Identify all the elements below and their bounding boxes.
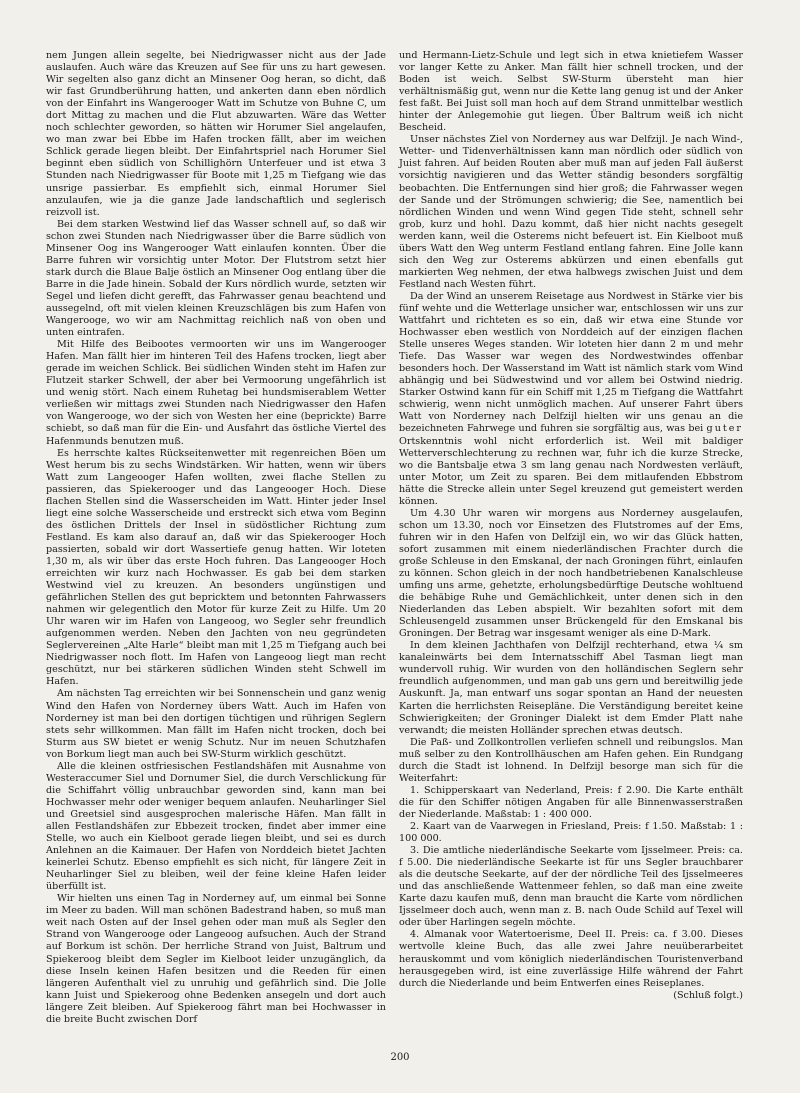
right-column — [399, 50, 743, 1002]
page-number: 200 — [390, 1052, 410, 1063]
list-item: 1. Schipperskaart van Nederland, Preis: f 2.90. Die Karte enthält die für den Schiffer nötigen Angaben für alle Binnenwasserstraßen der Niederlande. Maßstab: 1 : 400 000. — [399, 784, 743, 820]
paragraph: Um 4.30 Uhr waren wir morgens aus Norderney ausgelaufen, schon um 13.30, noch vor Einsetzen des Flutstromes auf der Ems, fuhren wir in den Hafen von Delfzijl ein, wo wir das Glück hatten, sofort zusammen mit einem niederländischen Frachter durch die große Schleuse in den Emskanal, der nach Groningen führt, einlaufen zu können. Schon gleich in der noch handbetriebenen Kanalschleuse umfing uns arme, gehetzte, erholungsbedürftige Deutsche wohltuend die behäbige Ruhe und Gemächlichkeit, unter denen sich in den Niederlanden das Leben abspielt. Wir bezahlten sofort mit dem Schleusengeld zusammen unser Brückengeld für den Emskanal bis Groningen. Der Betrag war insgesamt weniger als eine D-Mark. — [399, 507, 743, 640]
paragraph: Alle die kleinen ostfriesischen Festlandshäfen mit Ausnahme von Westeraccumer Siel und Dornumer Siel, die durch Verschlickung für die Schiffahrt völlig unbrauchbar geworden sind, kann man bei Hochwasser mehr oder weniger bequem anlaufen. Neuharlinger Siel und Greetsiel sind ausgesprochen malerische Häfen. Man fällt in allen Festlandshäfen zur Ebbezeit trocken, findet aber immer eine Stelle, wo auch ein Kielboot gerade liegen bleibt, und sei es durch Anlehnen an die Kaimauer. Der Hafen von Norddeich bietet Jachten keinerlei Schutz. Ebenso empfiehlt es sich nicht, für längere Zeit in Neuharlinger Siel zu bleiben, weil der feine kleine Hafen leider überfüllt ist. — [46, 760, 386, 893]
paragraph: In dem kleinen Jachthafen von Delfzijl rechterhand, etwa ¼ sm kanaleinwärts bei dem Internatsschiff Abel Tasman liegt man wundervoll ruhig. Wir wurden von den holländischen Seglern sehr freundlich aufgenommen, und man gab uns gern und bereitwillig jede Auskunft. Ja, man entwarf uns sogar spontan an Hand der neuesten Karten die herrlichsten Reisepläne. Die Verständigung bereitet keine Schwierigkeiten; der Groninger Dialekt ist dem Emder Platt nahe verwandt; die meisten Holländer sprechen etwas deutsch. — [399, 640, 743, 736]
paragraph: Es herrschte kaltes Rückseitenwetter mit regenreichen Böen um West herum bis zu sechs Windstärken. Wir hatten, wenn wir übers Watt zum Langeooger Hafen wollten, zwei flache Stellen zu passieren, das Spiekerooger und das Langeooger Hoch. Diese flachen Stellen sind die Wasserscheiden im Watt. Hinter jeder Insel liegt eine solche Wasserscheide und erstreckt sich etwa vom Beginn des östlichen Drittels der Insel in südöstlicher Richtung zum Festland. Es kam also darauf an, daß wir das Spiekerooger Hoch passierten, sobald wir dort Wassertiefe genug hatten. Wir loteten 1,30 m, als wir über das erste Hoch fuhren. Das Langeooger Hoch erreichten wir kurz nach Hochwasser. Es gab bei dem starken Westwind viel zu kreuzen. An besonders ungünstigen und gefährlichen Stellen des gut bepricktem und betonnten Fahrwassers nahmen wir gelegentlich den Motor für kurze Zeit zu Hilfe. Um 20 Uhr waren wir im Hafen von Langeoog, wo Segler sehr freundlich aufgenommen werden. Neben den Jachten von neu gegründeten Seglervereinen „Alte Harle“ bleibt man mit 1,25 m Tiefgang auch bei Niedrigwasser noch flott. Im Hafen von Langeoog liegt man recht geschützt, nur bei stärkeren südlichen Winden steht Schwell im Hafen. — [46, 447, 386, 688]
text-run: Ortskenntnis wohl nicht erforderlich ist. Weil mit baldiger Wetterverschlechterung zu rechnen war, fuhr ich die kurze Strecke, wo die Bantsbalje etwa 3 sm lang genau nach Nordwesten verläuft, unter Motor, um Zeit zu sparen. Bei dem mitlaufenden Ebbstrom hätte die Strecke allein unter Segel kreuzend gut gemeistert werden können. — [399, 435, 743, 507]
spaced-emphasis: guter — [706, 423, 743, 435]
list-item: 3. Die amtliche niederländische Seekarte vom Ijsselmeer. Preis: ca. f 5.00. Die niederländische Seekarte ist für uns Segler brauchbarer als die deutsche Seekarte, auf der der nördliche Teil des Ijsselmeeres und das anschließende Wattenmeer fehlen, so daß man eine zweite Karte dazu kaufen muß, denn man braucht die Karte vom nördlichen Ijsselmeer doch auch, wenn man z. B. nach Oude Schild auf Texel will oder über Harlingen segeln möchte. — [399, 845, 743, 929]
left-column — [46, 50, 386, 1026]
text-run: Da der Wind an unserem Reisetage aus Nordwest in Stärke vier bis fünf wehte und die Wetterlage unsicher war, entschlossen wir uns zur Wattfahrt und richteten es so ein, daß wir etwa eine Stunde vor Hochwasser eben westlich von Norddeich auf der einzigen flachen Stelle unseres Weges standen. Wir loteten hier dann 2 m und mehr Tiefe. Das Wasser war wegen des Nordwestwindes offenbar besonders hoch. Der Wasserstand im Watt ist nämlich stark vom Wind abhängig und bei Südwestwind und vor allem bei Ostwind niedrig. Starker Ostwind kann für ein Schiff mit 1,25 m Tiefgang die Wattfahrt schwierig, wenn nicht unmöglich machen. Auf unserer Fahrt übers Watt von Norderney nach Delfzijl hielten wir uns genau an die bezeichneten Fahrwege und fuhren sie sorgfältig aus, was bei — [399, 290, 743, 435]
paragraph: Unser nächstes Ziel von Norderney aus war Delfzijl. Je nach Wind-, Wetter- und Tidenverhältnissen kann man nördlich oder südlich von Juist fahren. Auf beiden Routen aber muß man auf jeden Fall äußerst vorsichtig navigieren und das Wetter ständig besonders sorgfältig beobachten. Die Entfernungen sind hier groß; die Fahrwasser wegen der Sande und der Strömungen schwierig; die See, namentlich bei nördlichen Winden und wenn Wind gegen Tide steht, schnell sehr grob, kurz und hohl. Dazu kommt, daß hier nicht nachts gesegelt werden kann, weil die Osterems nicht befeuert ist. Ein Kielboot muß übers Watt den Weg unterm Festland entlang fahren. Eine Jolle kann sich den Weg zur Osterems abkürzen und einen ebenfalls gut markierten Weg nehmen, der etwa halbwegs zwischen Juist und dem Festland nach Westen führt. — [399, 134, 743, 290]
paragraph: und Hermann-Lietz-Schule und legt sich in etwa knietiefem Wasser vor langer Kette zu Anker. Man fällt hier schnell trocken, und der Boden ist weich. Selbst SW-Sturm übersteht man hier verhältnismäßig gut, wenn nur die Kette lang genug ist und der Anker fest faßt. Bei Juist soll man hoch auf dem Strand unmittelbar westlich hinter der Anlegemohie gut liegen. Über Baltrum weiß ich nicht Bescheid. — [399, 50, 743, 134]
closing-note: (Schluß folgt.) — [673, 989, 743, 1001]
paragraph — [399, 291, 743, 508]
paragraph: nem Jungen allein segelte, bei Niedrigwasser nicht aus der Jade auslaufen. Auch wäre das Kreuzen auf See für uns zu hart gewesen. Wir segelten also ganz dicht an Minsener Oog heran, so dicht, daß wir fast Grundberührung hatten, und ankerten dann eben nördlich von der Einfahrt ins Wangerooger Watt im Schutze von Buhne C, um dort Mittag zu machen und die Flut abzuwarten. Wäre das Wetter noch schlechter geworden, so hätten wir Horumer Siel angelaufen, wo man zwar bei Ebbe im Hafen trocken fällt, aber im weichen Schlick gerade liegen bleibt. Der Einfahrtspriel nach Horumer Siel beginnt eben südlich von Schillighörn Unterfeuer und ist etwa 3 Stunden nach Niedrigwasser für Boote mit 1,25 m Tiefgang wie das unsrige passierbar. Es empfiehlt sich, einmal Horumer Siel anzulaufen, wie ja die ganze Jade landschaftlich und seglerisch reizvoll ist. — [46, 50, 386, 218]
paragraph: Mit Hilfe des Beibootes vermoorten wir uns im Wangerooger Hafen. Man fällt hier im hinteren Teil des Hafens trocken, liegt aber gerade im weichen Schlick. Bei südlichen Winden steht im Hafen zur Flutzeit starker Schwell, der aber bei Vermoorung ungefährlich ist und wenig stört. Nach einem Ruhetag bei hundsmiserablem Wetter verließen wir mittags zwei Stunden nach Niedrigwasser den Hafen von Wangerooge, wo der sich von Westen her eine (beprickte) Barre schiebt, so daß man für die Ein- und Ausfahrt das östliche Viertel des Hafenmunds benutzen muß. — [46, 339, 386, 447]
list-item: 2. Kaart van de Vaarwegen in Friesland, Preis: f 1.50. Maßstab: 1 : 100 000. — [399, 821, 743, 845]
paragraph: Am nächsten Tag erreichten wir bei Sonnenschein und ganz wenig Wind den Hafen von Norderney übers Watt. Auch im Hafen von Norderney ist man bei den dortigen tüchtigen und rührigen Seglern stets sehr willkommen. Man fällt im Hafen nicht trocken, doch bei Sturm aus SW bietet er wenig Schutz. Nur im neuen Schutzhafen von Borkum liegt man auch bei SW-Sturm wirklich geschützt. — [46, 688, 386, 760]
paragraph: Wir hielten uns einen Tag in Norderney auf, um einmal bei Sonne im Meer zu baden. Will man schönen Badestrand haben, so muß man weit nach Osten auf der Insel gehen oder man muß als Segler den Strand von Wangerooge oder Langeoog aufsuchen. Auch der Strand auf Borkum ist schön. Der herrliche Strand von Juist, Baltrum und Spiekeroog bleibt dem Segler im Kielboot leider unzugänglich, da diese Inseln keinen Hafen besitzen und die Reeden für einen längeren Aufenthalt viel zu unruhig und gefährlich sind. Die Jolle kann Juist und Spiekeroog ohne Bedenken ansegeln und dort auch längere Zeit bleiben. Auf Spiekeroog fährt man bei Hochwasser in die breite Bucht zwischen Dorf — [46, 893, 386, 1025]
list-item: 4. Almanak voor Watertoerisme, Deel II. Preis: ca. f 3.00. Dieses wertvolle kleine Buch, das alle zwei Jahre neuüberarbeitet herauskommt und vom königlich niederländischen Touristenverband herausgegeben wird, ist eine zuverlässige Hilfe während der Fahrt durch die Niederlande und beim Entwerfen eines Reiseplanes. — [399, 929, 743, 989]
paragraph: Die Paß- und Zollkontrollen verliefen schnell und reibungslos. Man muß selber zu den Kontrollhäuschen am Hafen gehen. Ein Rundgang durch die Stadt ist lohnend. In Delfzijl besorge man sich für die Weiterfahrt: — [399, 736, 743, 784]
paragraph: Bei dem starken Westwind lief das Wasser schnell auf, so daß wir schon zwei Stunden nach Niedrigwasser über die Barre südlich von Minsener Oog ins Wangerooger Watt einlaufen konnten. Über die Barre fuhren wir vorsichtig unter Motor. Der Flutstrom setzt hier stark durch die Blaue Balje östlich an Minsener Oog entlang über die Barre in die Jade hinein. Sobald der Kurs nördlich wurde, setzten wir Segel und liefen dicht gerefft, das Fahrwasser genau beachtend und aussegelnd, oft mit vielen kleinen Kreuzschlägen bis zum Hafen von Wangerooge, wo wir am Nachmittag reichlich naß von oben und unten eintrafen. — [46, 218, 386, 339]
